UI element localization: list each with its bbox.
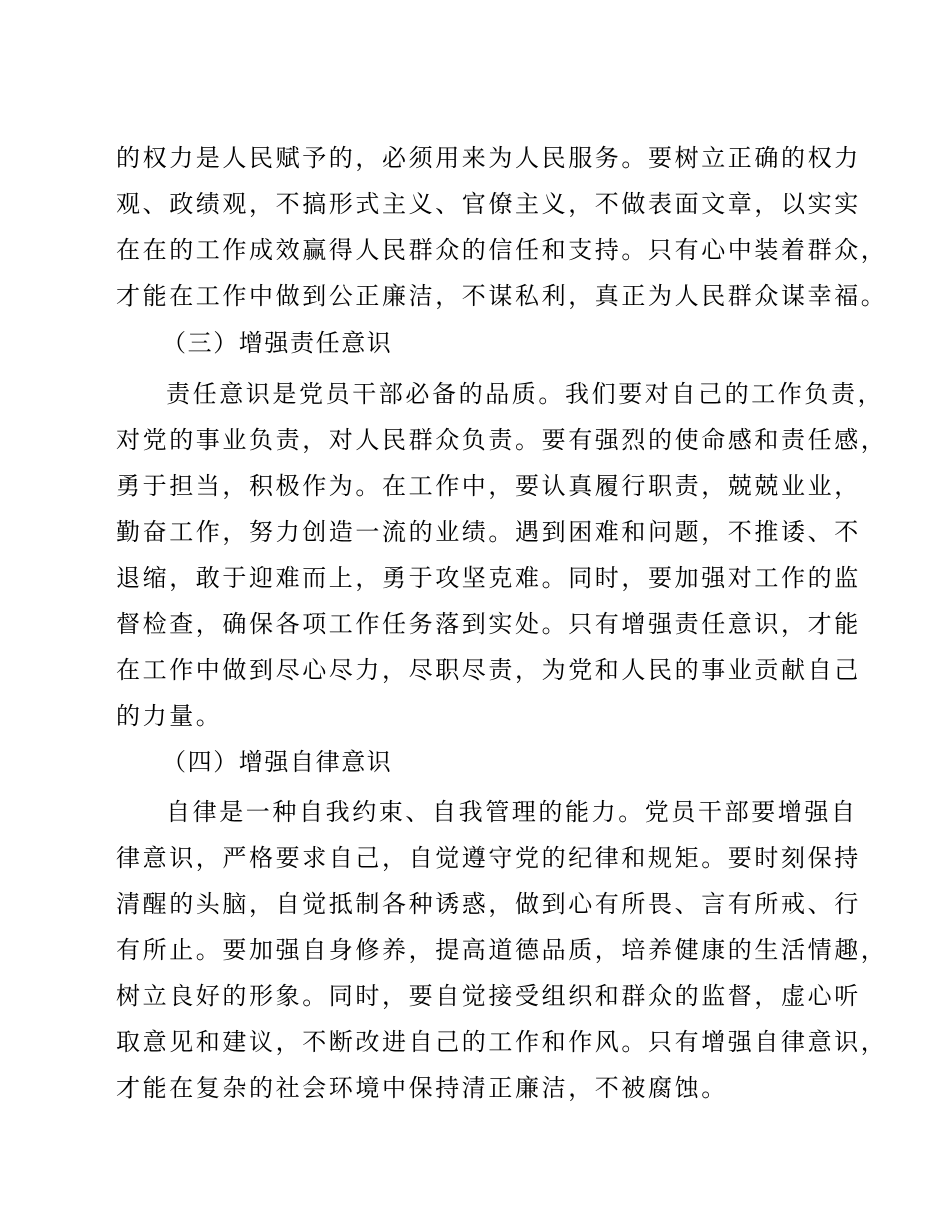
text-line: 对党的事业负责，对人民群众负责。要有强烈的使命感和责任感， — [116, 426, 888, 454]
text-line: 的力量。 — [116, 702, 223, 730]
text-line: 督检查，确保各项工作任务落到实处。只有增强责任意识，才能 — [116, 610, 861, 638]
text-line: 责任意识是党员干部必备的品质。我们要对自己的工作负责， — [166, 380, 885, 408]
text-line: 观、政绩观，不搞形式主义、官僚主义，不做表面文章，以实实 — [116, 190, 861, 218]
text-line: 才能在工作中做到公正廉洁，不谋私利，真正为人民群众谋幸福。 — [116, 282, 888, 310]
section-heading-4: （四）增强自律意识 — [162, 748, 393, 776]
text-line: 退缩，敢于迎难而上，勇于攻坚克难。同时，要加强对工作的监 — [116, 564, 861, 592]
text-line: 自律是一种自我约束、自我管理的能力。党员干部要增强自 — [166, 798, 858, 826]
text-line: 律意识，严格要求自己，自觉遵守党的纪律和规矩。要时刻保持 — [116, 844, 861, 872]
text-line: 有所止。要加强自身修养，提高道德品质，培养健康的生活情趣， — [116, 936, 888, 964]
text-line: 才能在复杂的社会环境中保持清正廉洁，不被腐蚀。 — [116, 1074, 728, 1102]
section-heading-3: （三）增强责任意识 — [162, 329, 393, 357]
text-line: 在工作中做到尽心尽力，尽职尽责，为党和人民的事业贡献自己 — [116, 656, 861, 684]
text-line: 清醒的头脑，自觉抵制各种诱惑，做到心有所畏、言有所戒、行 — [116, 890, 861, 918]
text-line: 勤奋工作，努力创造一流的业绩。遇到困难和问题，不推诿、不 — [116, 518, 861, 546]
text-line: 勇于担当，积极作为。在工作中，要认真履行职责，兢兢业业， — [116, 472, 861, 500]
text-line: 取意见和建议，不断改进自己的工作和作风。只有增强自律意识， — [116, 1028, 888, 1056]
text-line: 的权力是人民赋予的，必须用来为人民服务。要树立正确的权力 — [116, 144, 861, 172]
text-line: 在在的工作成效赢得人民群众的信任和支持。只有心中装着群众， — [116, 236, 888, 264]
text-line: 树立良好的形象。同时，要自觉接受组织和群众的监督，虚心听 — [116, 982, 861, 1010]
